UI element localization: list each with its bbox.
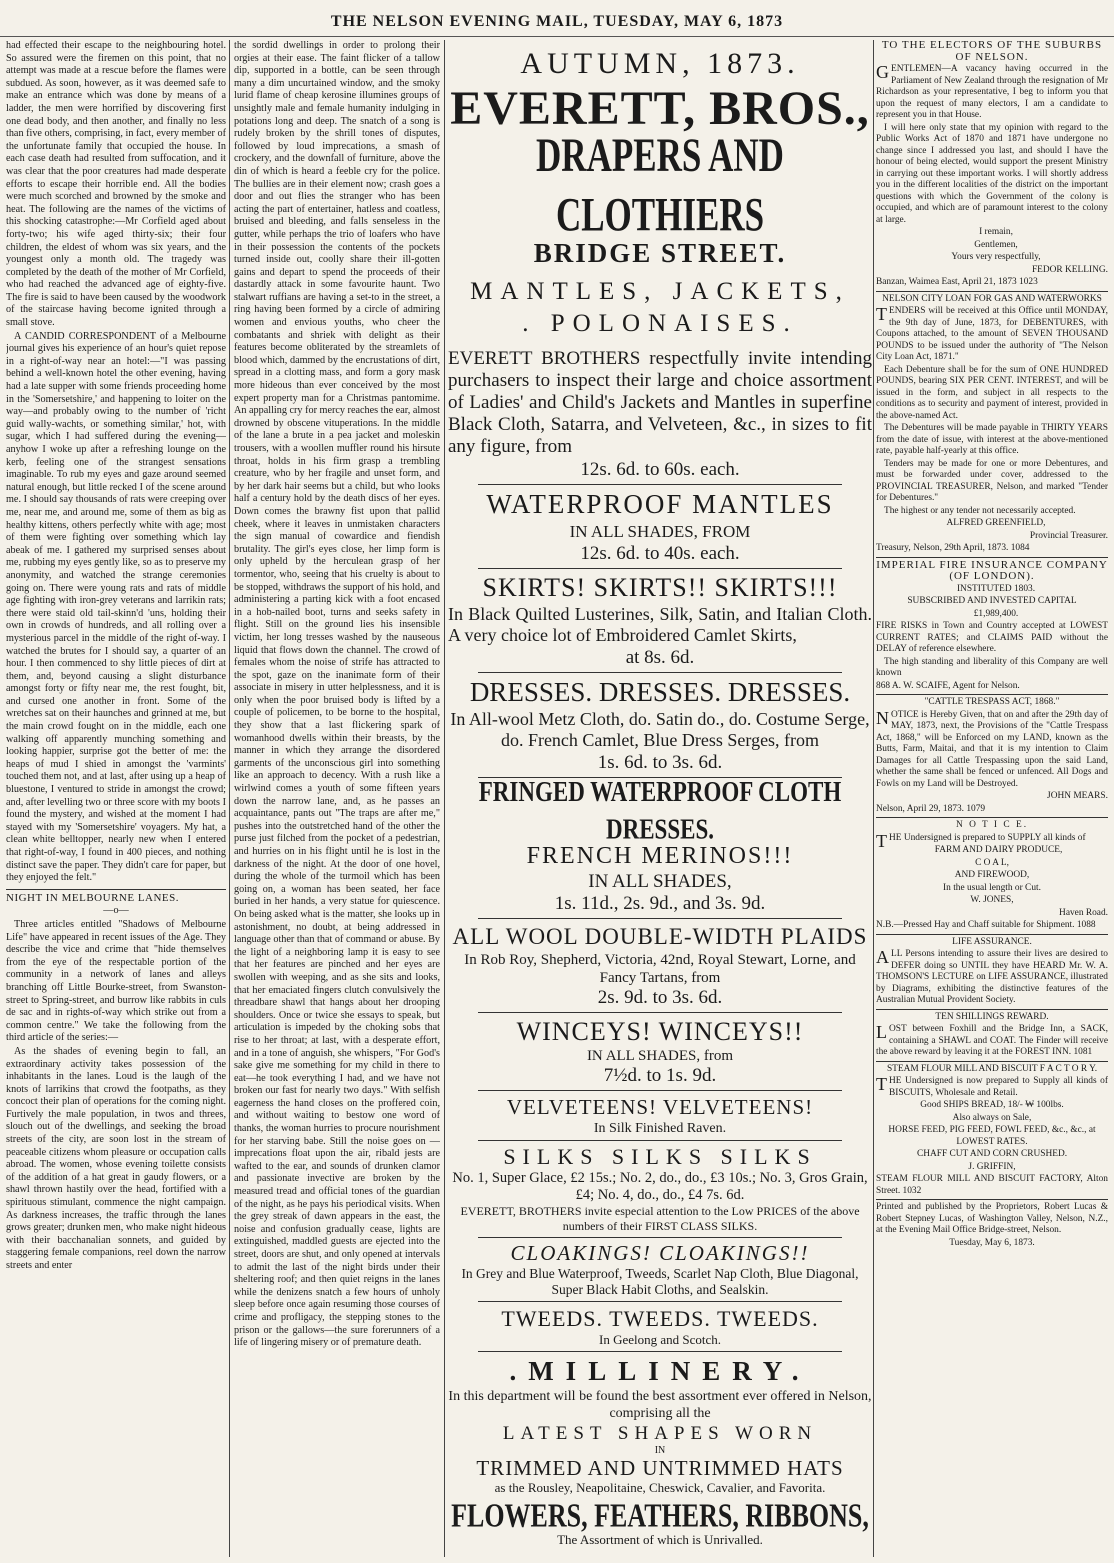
ad-trade: DRAPERS AND CLOTHIERS [536, 129, 784, 242]
imprint-date: Tuesday, May 6, 1873. [949, 1237, 1035, 1248]
ad-heading: TRIMMED AND UNTRIMMED HATS [476, 1456, 844, 1480]
notice-heading: TO THE ELECTORS OF THE SUBURBS OF NELSON. [881, 40, 1103, 63]
column-2 [234, 40, 440, 1555]
notice-footer: Nelson, April 29, 1873. 1079 [876, 803, 986, 814]
notice-text: £1,989,400. [973, 608, 1019, 619]
notice-signature: STEAM FLOUR MILL AND BISCUIT FACTORY, Alton Street. 1032 [876, 1174, 1108, 1196]
notice-signature: W. JONES, [970, 895, 1014, 905]
notice-heading: LIFE ASSURANCE. [952, 936, 1032, 947]
ad-address: BRIDGE STREET. [533, 238, 787, 268]
ad-heading: LATEST SHAPES WORN [502, 1423, 818, 1444]
ad-text: No. 1, Super Glace, £2 15s.; No. 2, do., do., £3 10s.; No. 3, Gros Grain, £4; No. 4, do., do., £4 7s. 6d. [452, 1170, 868, 1203]
ad-text: In Grey and Blue Waterproof, Tweeds, Scarlet Nap Cloth, Blue Diagonal, Super Black Habit Cloths, and Sealskin. [461, 1266, 859, 1297]
notice-footer: Treasury, Nelson, 29th April, 1873. 1084 [876, 543, 1030, 553]
notice-text: OTICE is Hereby Given, that on and after the 29th day of MAY, 1873, next, the Provisions of the "Cattle Trespass Act, 1868," will be Enforced on my LAND, known as the Butts, Farm, Maitai, and that it is my intention to Claim Damages for all Cattle Trespassing upon the said Land, whether the same shall be fenced or unfenced. All Dogs and Fowls on my Land will be Destroyed. [876, 709, 1108, 789]
notice-text: I will here only state that my opinion with regard to the Public Works Act of 1870 and 1871 have undergone no change since I addressed you last, and should I have the honour of being elected, would support the present Ministry in carrying out these important works. I will shortly address you in the different localities of the district on the important questions with which the Government of the colony is occupied, and which are of paramount interest to the colony at large. [876, 122, 1108, 225]
imprint-text: Printed and published by the Proprietors, Robert Lucas & Robert Stepney Lucas, of Washington Valley, Nelson, N.Z., at the Evening Mail Office Bridge-street, Nelson. [876, 1202, 1108, 1235]
notice-text: HE Undersigned is prepared to SUPPLY all kinds of [889, 832, 1086, 843]
notice-text: Gentlemen, [974, 239, 1018, 250]
ad-heading: .MILLINERY. [509, 1356, 811, 1386]
drop-cap: L [876, 1022, 887, 1042]
ad-text: EVERETT, BROTHERS invite especial attention to the Low PRICES of the above numbers of their FIRST CLASS SILKS. [460, 1204, 860, 1233]
drop-cap: T [876, 304, 887, 324]
notice-heading: N O T I C E. [955, 820, 1029, 830]
ad-price: 12s. 6d. to 40s. each. [580, 543, 740, 564]
ad-price: 7½d. to 1s. 9d. [603, 1065, 717, 1086]
ad-heading: MANTLES, JACKETS, [470, 278, 850, 305]
ad-heading: FLOWERS, FEATHERS, RIBBONS, [451, 1496, 869, 1535]
drop-cap: N [876, 707, 889, 728]
notice-text: LL Persons intending to assure their lives are desired to DEFER doing so UNTIL they have HEARD Mr. W. A. THOMSON'S LECTURE on LIFE ASSURANCE, illustrated by Diagrams, exhibiting the distinctive features of the Australian Mutual Provident Society. [876, 949, 1108, 1005]
notice-signature: Haven Road. [1059, 907, 1108, 918]
notice-footer: Banzan, Waimea East, April 21, 1873 1023 [876, 277, 1038, 287]
drop-cap: T [876, 1074, 887, 1094]
ad-heading: . POLONAISES. [522, 310, 798, 337]
notice-heading: "CATTLE TRESPASS ACT, 1868." [924, 697, 1060, 707]
notice-signature: J. GRIFFIN, [968, 1161, 1016, 1172]
ad-heading: WATERPROOF MANTLES [486, 489, 834, 519]
ad-heading: DRESSES. DRESSES. DRESSES. [469, 677, 851, 707]
notice-text: Also always on Sale, [952, 1112, 1032, 1123]
ad-text: EVERETT BROTHERS respectfully invite intending purchasers to inspect their large and choice assortment of Ladies' and Child's Jackets and Mantles in superfine Black Cloth, Satarra, and Velveteen, &c., in sizes to fit any figure, from [448, 348, 872, 457]
notice-signature: 868 A. W. SCAIFE, Agent for Nelson. [876, 680, 1020, 691]
notice-text: Good SHIPS BREAD, 18/- ₩ 100lbs. [920, 1100, 1064, 1110]
article-paragraph: had effected their escape to the neighbouring hotel. So assured were the firemen on this point, that no attempt was made at a rescue before the flames were subdued. As soon, however, as it was deemed safe to make an entrance which was done by means of a ladder, the men were horrified by discovering first one dead body, and then another, and finally no less than five others, comprising, in fact, every member of the unfortunate family that occupied the house. In each case death had resulted from suffocation, and it was clear that the poor creatures had made desperate efforts to escape their horrible end. All the bodies were much scorched and browned by the smoke and heat. The following are the names of the victims of this shocking catastrophe:—Mr Corfield aged about forty-two; his wife aged thirty-six; their four children, the eldest of whom was six years, and the youngest only a month old. The tragedy was completed by the death of the mother of Mr Corfield, who had reached the advanced age of eighty-five. The fire is said to have been caused by the woodwork of the staircase having become ignited through a small stove. [6, 40, 226, 329]
notice-text: ENTLEMEN—A vacancy having occurred in the Parliament of New Zealand through the resignation of Mr Richardson as your representative, I beg to inform you that upon the request of many electors, I am a candidate to represent you in that House. [876, 64, 1108, 120]
article-separator: —o— [103, 905, 129, 917]
ad-text: In Rob Roy, Shepherd, Victoria, 42nd, Royal Stewart, Lorne, and Fancy Tartans, from [464, 952, 856, 986]
ad-heading: FRINGED WATERPROOF CLOTH DRESSES. [478, 776, 842, 845]
ad-text: IN ALL SHADES, FROM [569, 522, 751, 541]
drop-cap: T [876, 830, 887, 851]
notice-heading: STEAM FLOUR MILL AND BISCUIT F A C T O R Y. [886, 1063, 1098, 1074]
ad-text: In this department will be found the best assortment ever offered in Nelson, comprising all the [448, 1389, 872, 1421]
notice-text: Each Debenture shall be for the sum of ONE HUNDRED POUNDS, bearing SIX PER CENT. INTEREST, and will be issued in the form, and subject in all respects to the conditions as to security and payment of interest, provided in the above-named Act. [876, 364, 1108, 421]
notice-text: FIRE RISKS in Town and Country accepted at LOWEST CURRENT RATES; and CLAIMS PAID without the DELAY of reference elsewhere. [876, 621, 1108, 654]
notice-signature: Provincial Treasurer. [1029, 530, 1108, 541]
notice-heading: NELSON CITY LOAN FOR GAS AND WATERWORKS [882, 293, 1102, 304]
ad-price: 1s. 11d., 2s. 9d., and 3s. 9d. [554, 893, 766, 914]
masthead: THE NELSON EVENING MAIL, TUESDAY, MAY 6, 1873 [0, 0, 1114, 37]
ad-text: IN ALL SHADES, [588, 871, 732, 892]
column-4-notices [876, 40, 1108, 1555]
notice-text: HORSE FEED, PIG FEED, FOWL FEED, &c., &c., at LOWEST RATES. [888, 1125, 1096, 1147]
column-rule [873, 40, 874, 1557]
notice-text: C O A L, [975, 857, 1009, 868]
drop-cap: A [876, 947, 889, 967]
notice-text: ENDERS will be received at this Office until MONDAY, the 9th day of June, 1873, for DEBENTURES, with Coupons attached, to the amount of SEVEN THOUSAND POUNDS to be issued under the authority of "The Nelson City Loan Act, 1871." [876, 306, 1108, 362]
notice-text: The highest or any tender not necessarily accepted. [884, 505, 1076, 516]
ad-heading: SILKS SILKS SILKS [503, 1144, 817, 1169]
notice-text: Yours very respectfully, [951, 252, 1041, 262]
column-rule [229, 40, 230, 1557]
ad-heading: VELVETEENS! VELVETEENS! [506, 1095, 814, 1119]
notice-text: The Debentures will be made payable in THIRTY YEARS from the date of issue, with interest at the above-mentioned rate, payable half-yearly at this office. [876, 423, 1108, 456]
ad-price: 1s. 6d. to 3s. 6d. [597, 752, 723, 773]
article-heading: NIGHT IN MELBOURNE LANES. [6, 889, 226, 905]
drop-cap: G [876, 62, 889, 82]
notice-heading: IMPERIAL FIRE INSURANCE COMPANY (OF LONDON). [876, 558, 1108, 582]
ad-heading: SKIRTS! SKIRTS!! SKIRTS!!! [482, 573, 838, 602]
ad-firm-name: EVERETT, BROS., [450, 82, 870, 135]
ad-text: In All-wool Metz Cloth, do. Satin do., do. Costume Serge, do. French Camlet, Blue Dress Serges, from [450, 709, 870, 750]
notice-text: HE Undersigned is now prepared to Supply all kinds of BISCUITS, Wholesale and Retail. [889, 1076, 1108, 1098]
ad-heading: ALL WOOL DOUBLE-WIDTH PLAIDS [452, 924, 868, 949]
ad-heading: FRENCH MERINOS!!! [526, 843, 794, 869]
article-paragraph: Three articles entitled "Shadows of Melbourne Life" have appeared in recent issues of the Age. They describe the vice and crime that "hide themselves from the eye of the respectable portion of the community in a network of lanes and alleys branching off Little Bourke-street, from Swanston-street to Spring-street, and burrow like rabbits in culs de sac and in rights-of-way which strike out from a common centre." We take the following from the third article of the series:— [6, 918, 226, 1044]
ad-text: as the Rousley, Neapolitaine, Cheswick, Cavalier, and Favorita. [494, 1480, 826, 1495]
notice-text: In the usual length or Cut. [943, 882, 1041, 893]
notice-text: INSTITUTED 1803. [956, 583, 1036, 594]
ad-text: IN ALL SHADES, from [586, 1048, 734, 1064]
ad-text: IN [654, 1445, 666, 1456]
notice-signature: ALFRED GREENFIELD, [946, 518, 1046, 528]
ad-heading: CLOAKINGS! CLOAKINGS!! [510, 1241, 810, 1265]
article-paragraph: As the shades of evening begin to fall, an extraordinary activity takes possession of the inhabitants in the lanes. Loud is the laugh of the knots of larrikins that crowd the footpaths, as they concoct their plan of operations for the coming night. Furtively the male population, in twos and threes, slouch out of the dwellings, and seeking the broad streets of the city, are soon lost in the stream of peaceable citizens whom pleasure or occupation calls abroad. The women, whose evening toilette consists of the addition of a hat great in gaudy flowers, or a shawl thrown hastily over the head, fortified with a spirituous stimulant, commence the night campaign. As darkness increases, the traffic through the lanes grows greater; drunken men, who make night hideous with their bacchanalian sonnets, and guided by staggering female companions, reel down the narrow streets and enter [6, 1045, 226, 1271]
notice-signature: FEDOR KELLING. [1031, 264, 1108, 275]
article-paragraph: A CANDID CORRESPONDENT of a Melbourne journal gives his experience of an hour's quiet repose in a right-of-way near an hotel:—"I was passing behind a well-known hotel the other evening, having had a late supper with some friends proceeding home in the 'Somersetshire,' and happening to loiter on the way—and probably owing to the number of 'richt guid wally-wachts, or something similar,' hot, with sugar, which I had suffered during the evening—anyhow I woke up after a refreshing lounge on the kerb, feeling one of the strangest sensations imaginable. To rub my eyes and gaze around seemed natural enough, but little recked I of the scene around me. I should say thousands of rats were creeping over me, near me, and around me, some of them as big as healthy kittens, others perfectly white with age; most of them were fighting over something which lay abeak of me. I gathered my surprised senses about me, rubbing my eyes gently like, so as to preserve my anonymity, and watched the strange ceremonies going on. There were young rats and rats of middle age fighting with iron-grey veterans and larrikin rats; there were staid old tail-skinn'd 'uns, holding their own in crowds of hundreds, and all rolling over a mysterious parcel in the middle of the right of-way. I watched the brutes for I should say, a quarter of an hour. I then commenced to shy little pieces of dirt at them, and, beyond causing a slight disturbance amongst forty or fifty near me, the rest fought, bit, and cursed one another in front. Some of the wretches sat on their haunches and grinned at me, but the main crowd fought on in the middle, each one walking off apparently munching something and looking happier, surprise got the better of me: the heaps of mud I shied in amongst the 'varmints' touched them not, and at last, after using up a heap of bluestone, I ventured to stride in amongst the crowd; and, after levelling two or three score with my boots I found the mystery, and wished at the moment I had stayed with my 'Somersetshire' voyagers. My hat, a clean white belltopper, nearly new when I entered that right-of-way, I found in 400 pieces, and nothing distinct save the paper. They didn't care for paper, but they enjoyed the felt." [6, 330, 226, 884]
notice-text: FARM AND DAIRY PRODUCE, [934, 845, 1063, 855]
ad-text: The Assortment of which is Unrivalled. [557, 1532, 763, 1547]
notice-text: The high standing and liberality of this Company are well known [876, 656, 1108, 678]
ad-text: In Black Quilted Lusterines, Silk, Satin, and Italian Cloth. A very choice lot of Embroidered Camlet Skirts, [448, 604, 872, 645]
ad-price: 12s. 6d. to 60s. each. [580, 459, 740, 480]
notice-text: SUBSCRIBED AND INVESTED CAPITAL [907, 596, 1077, 606]
everett-advertisement [448, 40, 872, 1558]
ad-price: 2s. 9d. to 3s. 6d. [597, 987, 723, 1008]
notice-text: CHAFF CUT AND CORN CRUSHED. [916, 1149, 1068, 1159]
column-rule [444, 40, 445, 1557]
ad-price: at 8s. 6d. [625, 647, 695, 668]
notice-signature: JOHN MEARS. [1047, 791, 1108, 801]
notice-heading: TEN SHILLINGS REWARD. [935, 1011, 1049, 1022]
ad-heading: WINCEYS! WINCEYS!! [516, 1017, 804, 1046]
notice-text: OST between Foxhill and the Bridge Inn, a SACK, containing a SHAWL and COAT. The Finder will receive the above reward by leaving it at the FOREST INN. 1081 [876, 1024, 1108, 1057]
ad-text: In Geelong and Scotch. [598, 1332, 722, 1347]
notice-text: Tenders may be made for one or more Debentures, and must be forwarded under cover, addressed to the PROVINCIAL TREASURER, Nelson, and marked "Tender for Debentures." [876, 458, 1108, 503]
ad-season: AUTUMN, 1873. [520, 47, 800, 80]
column-1 [6, 40, 226, 1555]
notice-text: I remain, [979, 227, 1013, 237]
ad-heading: TWEEDS. TWEEDS. TWEEDS. [501, 1306, 819, 1331]
ad-text: In Silk Finished Raven. [593, 1121, 727, 1136]
article-paragraph: the sordid dwellings in order to prolong their orgies at their ease. The faint flicker of a tallow dip, supported in a bottle, can be seen through many a dim uncurtained window, and the smoky lurid flame of cheap kerosine illumines groups of unsightly male and female humanity indulging in potations long and deep. The snatch of a song is rudely broken by the shrill tones of disputes, followed by loud imprecations, a smash of crockery, and the downfall of furniture, above the din of which is heard a feeble cry for the police. The bullies are in their element now; crash goes a door and out flies the stranger who has been acting the part of entertainer, hatless and coatless, bruised and bleeding, and falls senseless in the gutter, while perhaps the trio of loafers who have in their possession the contents of the pockets turned inside out, coolly share their ill-gotten gains and depart to spend the proceeds of their dastardly attack in some favourite haunt. Two stalwart ruffians are having a set-to in the street, a ring having been formed by a circle of admiring women and envious youths, who cheer the combatants and shriek with delight as their features become obliterated by the streamlets of blood which, dammed by the encrustations of dirt, spread in a clotting mass, and form a gory mask more hideous than ever conceived by the most expert property man for a Christmas pantomime. An appalling cry for mercy reaches the ear, almost drowned by obscene vituperations. In the middle of the lane a brute in a pea jacket and moleskin trousers, with a woollen muffler round his hirsute throat, holds in his firm grasp a trembling creature, who by her fragile and unset form, and by her dark hair seems but a child, but who looks half a century hold by the death discs of her eyes. Down comes the brawny fist upon that pallid cheek, where it leaves in unmistaken characters the sign manual of cowardice and fiendish brutality. The girl's eyes close, her limp form is only upheld by the herculean grasp of her tormentor, who, seeing that his cruelty is about to be stopped, withdraws the support of his hold, and administering a parting kick with a foot encased in a hob-nailed boot, turns and seeks safety in flight. Still on the ground lies his insensible victim, her long tresses washed by the nauseous liquid that flows down the channel. The crowd of females whom the noise of strife has attracted to the spot, gaze on the inanimate form of their associate in misery in utter helplessness, and it is only when the poor bruised body is lifted by a couple of policemen, to be borne to the hospital, they show that a last flickering spark of womanhood dwells within their breasts, by the manner in which they arrange the disordered garments of the unconscious girl into something like an approach to decency. With a rush like a wirlwind comes a youth of some fifteen years down the narrow lane, and, as he passes an acquaintance, pants out "The traps are after me," pushes into the outstretched hand of the other the purse just filched from the pocket of a pedestrian, and hurries on in his flight until he is lost in the darkness of the night. At the door of one hovel, during the whole of the turmoil which has been going on, a woman has been seated, her face buried in her hands, a very statue for quiescence. On being asked what is the matter, she looks up in astonishment, no doubt, at being addressed in language other than that of command or abuse. By the light of a neighboring lamp it is easy to see that her features are pinched and her eyes are swollen with weeping, and as she sits and looks, that her emaciated fingers clutch convulsively the threadbare shawl that hangs about her drooping shoulders. Once or twice she essays to speak, but articulation is impeded by the choking sobs that rise to her throat; at last, with a desperate effort, and in a tone of anguish, she whispers, "For God's sake give me something for my child in there to eat—he took everything I had, and we have not broken our fast for nearly two days." With selfish eagerness the hand closes on the proffered coin, and without waiting to bestow one word of thanks, the woman hurries to procure nourishment for her starving babe. Still the noise goes on — imprecations float upon the air, ribald jests are wafted to the ear, and sounds of drunken clamor and passionate invective are broken by the measured tread and official tones of the guardian of the night, as he pays his periodical visits. When the grey streak of dawn appears in the east, the noise and confusion gradually cease, lights are extinguished, maddled guests are ejected into the street, doors are shut, and only opened at intervals to admit the last of the night birds under their sheltering roof; and then quiet reigns in the lanes while the denizens snatch a few hours of unholy sleep before once again resuming those courses of crime and profligacy, the stepping stones to the prison or the gallows—the sure forerunners of a life of lingering misery or of premature death. [234, 40, 440, 1349]
notice-footer: N.B.—Pressed Hay and Chaff suitable for Shipment. 1088 [876, 920, 1096, 930]
notice-text: AND FIREWOOD, [954, 870, 1030, 880]
